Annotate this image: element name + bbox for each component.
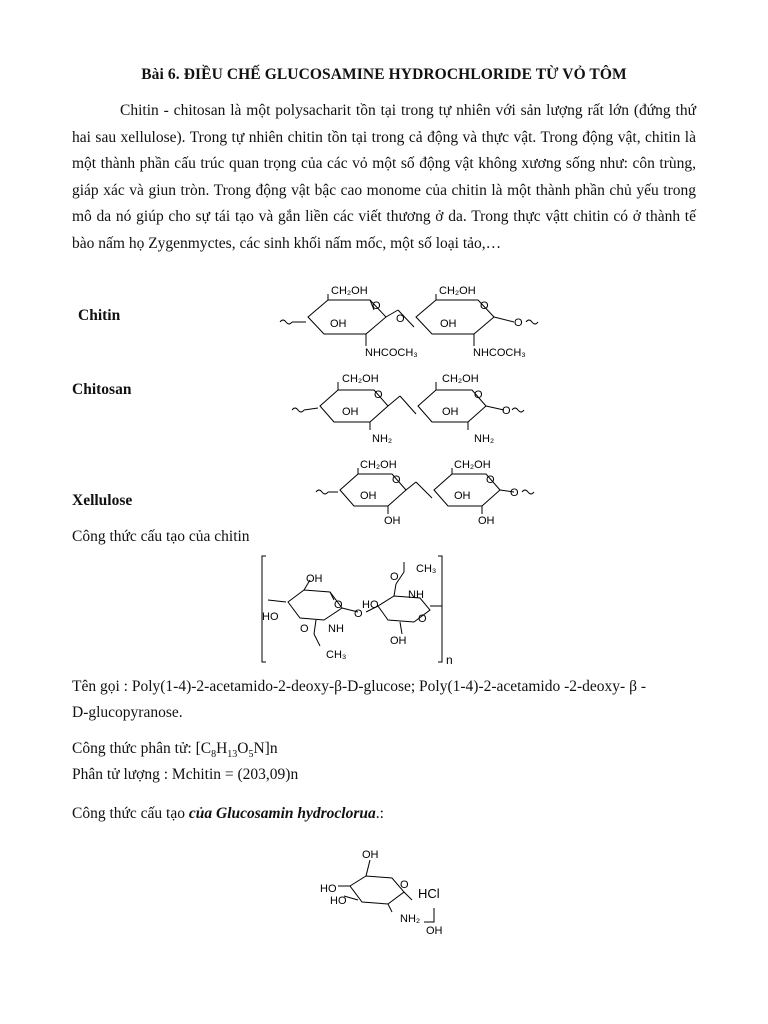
xellulose-structure (314, 456, 544, 536)
svg-text:O: O (474, 389, 483, 401)
svg-text:O: O (400, 879, 409, 891)
chitosan-structure (290, 370, 530, 450)
svg-text:O: O (418, 613, 427, 625)
svg-text:CH₃: CH₃ (416, 563, 437, 575)
svg-text:HO: HO (320, 883, 337, 895)
svg-text:CH₂OH: CH₂OH (439, 285, 476, 297)
name-line-1: Tên gọi : Poly(1-4)-2-acetamido-2-deoxy-β-D-glucose; Poly(1-4)-2-acetamido -2-deoxy- β - (72, 678, 647, 695)
svg-text:O: O (396, 313, 405, 325)
chitin-structure (278, 282, 548, 367)
svg-text:NH: NH (328, 623, 344, 635)
svg-text:CH₂OH: CH₂OH (454, 459, 491, 471)
svg-text:OH: OH (330, 318, 347, 330)
svg-text:O: O (486, 474, 495, 486)
svg-text:O: O (480, 300, 489, 312)
svg-text:HO: HO (362, 599, 379, 611)
intro-paragraph (72, 98, 696, 257)
svg-text:CH₂OH: CH₂OH (442, 373, 479, 385)
svg-text:O: O (354, 608, 363, 620)
svg-text:NHCOCH₃: NHCOCH₃ (473, 347, 526, 359)
svg-text:NH: NH (408, 589, 424, 601)
svg-text:O: O (510, 487, 519, 499)
svg-text:CH₃: CH₃ (326, 649, 347, 661)
svg-text:n: n (446, 653, 453, 667)
intro-text: Chitin - chitosan là một polysacharit tồn tại trong tự nhiên với sản lượng rất lớn (đứng thứ hai sau xellulose). Trong tự nhiên chitin tồn tại trong cả động và thực vật. Trong động vật, chitin là một thành phần cấu trúc quan trọng của các vỏ một số động vật không xương sống như: côn trùng, giáp xác và giun tròn. Trong động vật bậc cao monome của chitin là một thành phần chủ yếu trong mô da nó giúp cho sự tái tạo và gắn liền các viết thương ở da. Trong thực vậtt chitin có ở thành tế bào nấm họ Zygenmyctes, các sinh khối nấm mốc, một số loại tảo,… (72, 102, 696, 252)
svg-text:OH: OH (426, 925, 443, 937)
molecular-mass: Phân tử lượng : Mchitin = (203,09)n (72, 766, 299, 783)
svg-text:OH: OH (342, 406, 359, 418)
structure-heading: Công thức cấu tạo của chitin (72, 528, 250, 545)
svg-text:O: O (390, 571, 399, 583)
svg-text:O: O (502, 405, 511, 417)
svg-text:HO: HO (330, 895, 347, 907)
svg-text:O: O (392, 474, 401, 486)
svg-text:OH: OH (384, 515, 401, 527)
chitin-repeat-unit (258, 550, 468, 673)
svg-text:OH: OH (362, 849, 379, 861)
glucosamine-heading: Công thức cấu tạo của Glucosamin hydroclorua.: (72, 805, 384, 822)
svg-text:OH: OH (478, 515, 495, 527)
molecular-formula: Công thức phân tử: $[C_8H_{13}O_5N]n$ (72, 740, 278, 761)
glucosamine-structure (316, 842, 456, 943)
svg-text:O: O (514, 317, 523, 329)
label-chitosan: Chitosan (72, 381, 132, 398)
name-line-2: D-glucopyranose. (72, 704, 183, 721)
svg-text:OH: OH (306, 573, 323, 585)
svg-text:HO: HO (262, 611, 279, 623)
svg-text:NH₂: NH₂ (372, 433, 393, 445)
svg-text:OH: OH (440, 318, 457, 330)
svg-text:NH₂: NH₂ (400, 913, 421, 925)
label-chitin: Chitin (78, 307, 121, 324)
svg-text:HCl: HCl (418, 886, 440, 901)
svg-text:O: O (372, 300, 381, 312)
svg-text:NHCOCH₃: NHCOCH₃ (365, 347, 418, 359)
svg-text:OH: OH (390, 635, 407, 647)
svg-text:CH₂OH: CH₂OH (360, 459, 397, 471)
svg-text:O: O (334, 599, 343, 611)
page-title: Bài 6. ĐIỀU CHẾ GLUCOSAMINE HYDROCHLORIDE TỪ VỎ TÔM (141, 66, 627, 83)
svg-text:O: O (300, 623, 309, 635)
label-xellulose: Xellulose (72, 492, 133, 509)
svg-text:O: O (374, 389, 383, 401)
chitin-ch2oh-1: CH₂OH (331, 285, 368, 297)
svg-text:OH: OH (360, 490, 377, 502)
svg-text:OH: OH (454, 490, 471, 502)
svg-text:NH₂: NH₂ (474, 433, 495, 445)
svg-text:OH: OH (442, 406, 459, 418)
svg-text:CH₂OH: CH₂OH (342, 373, 379, 385)
